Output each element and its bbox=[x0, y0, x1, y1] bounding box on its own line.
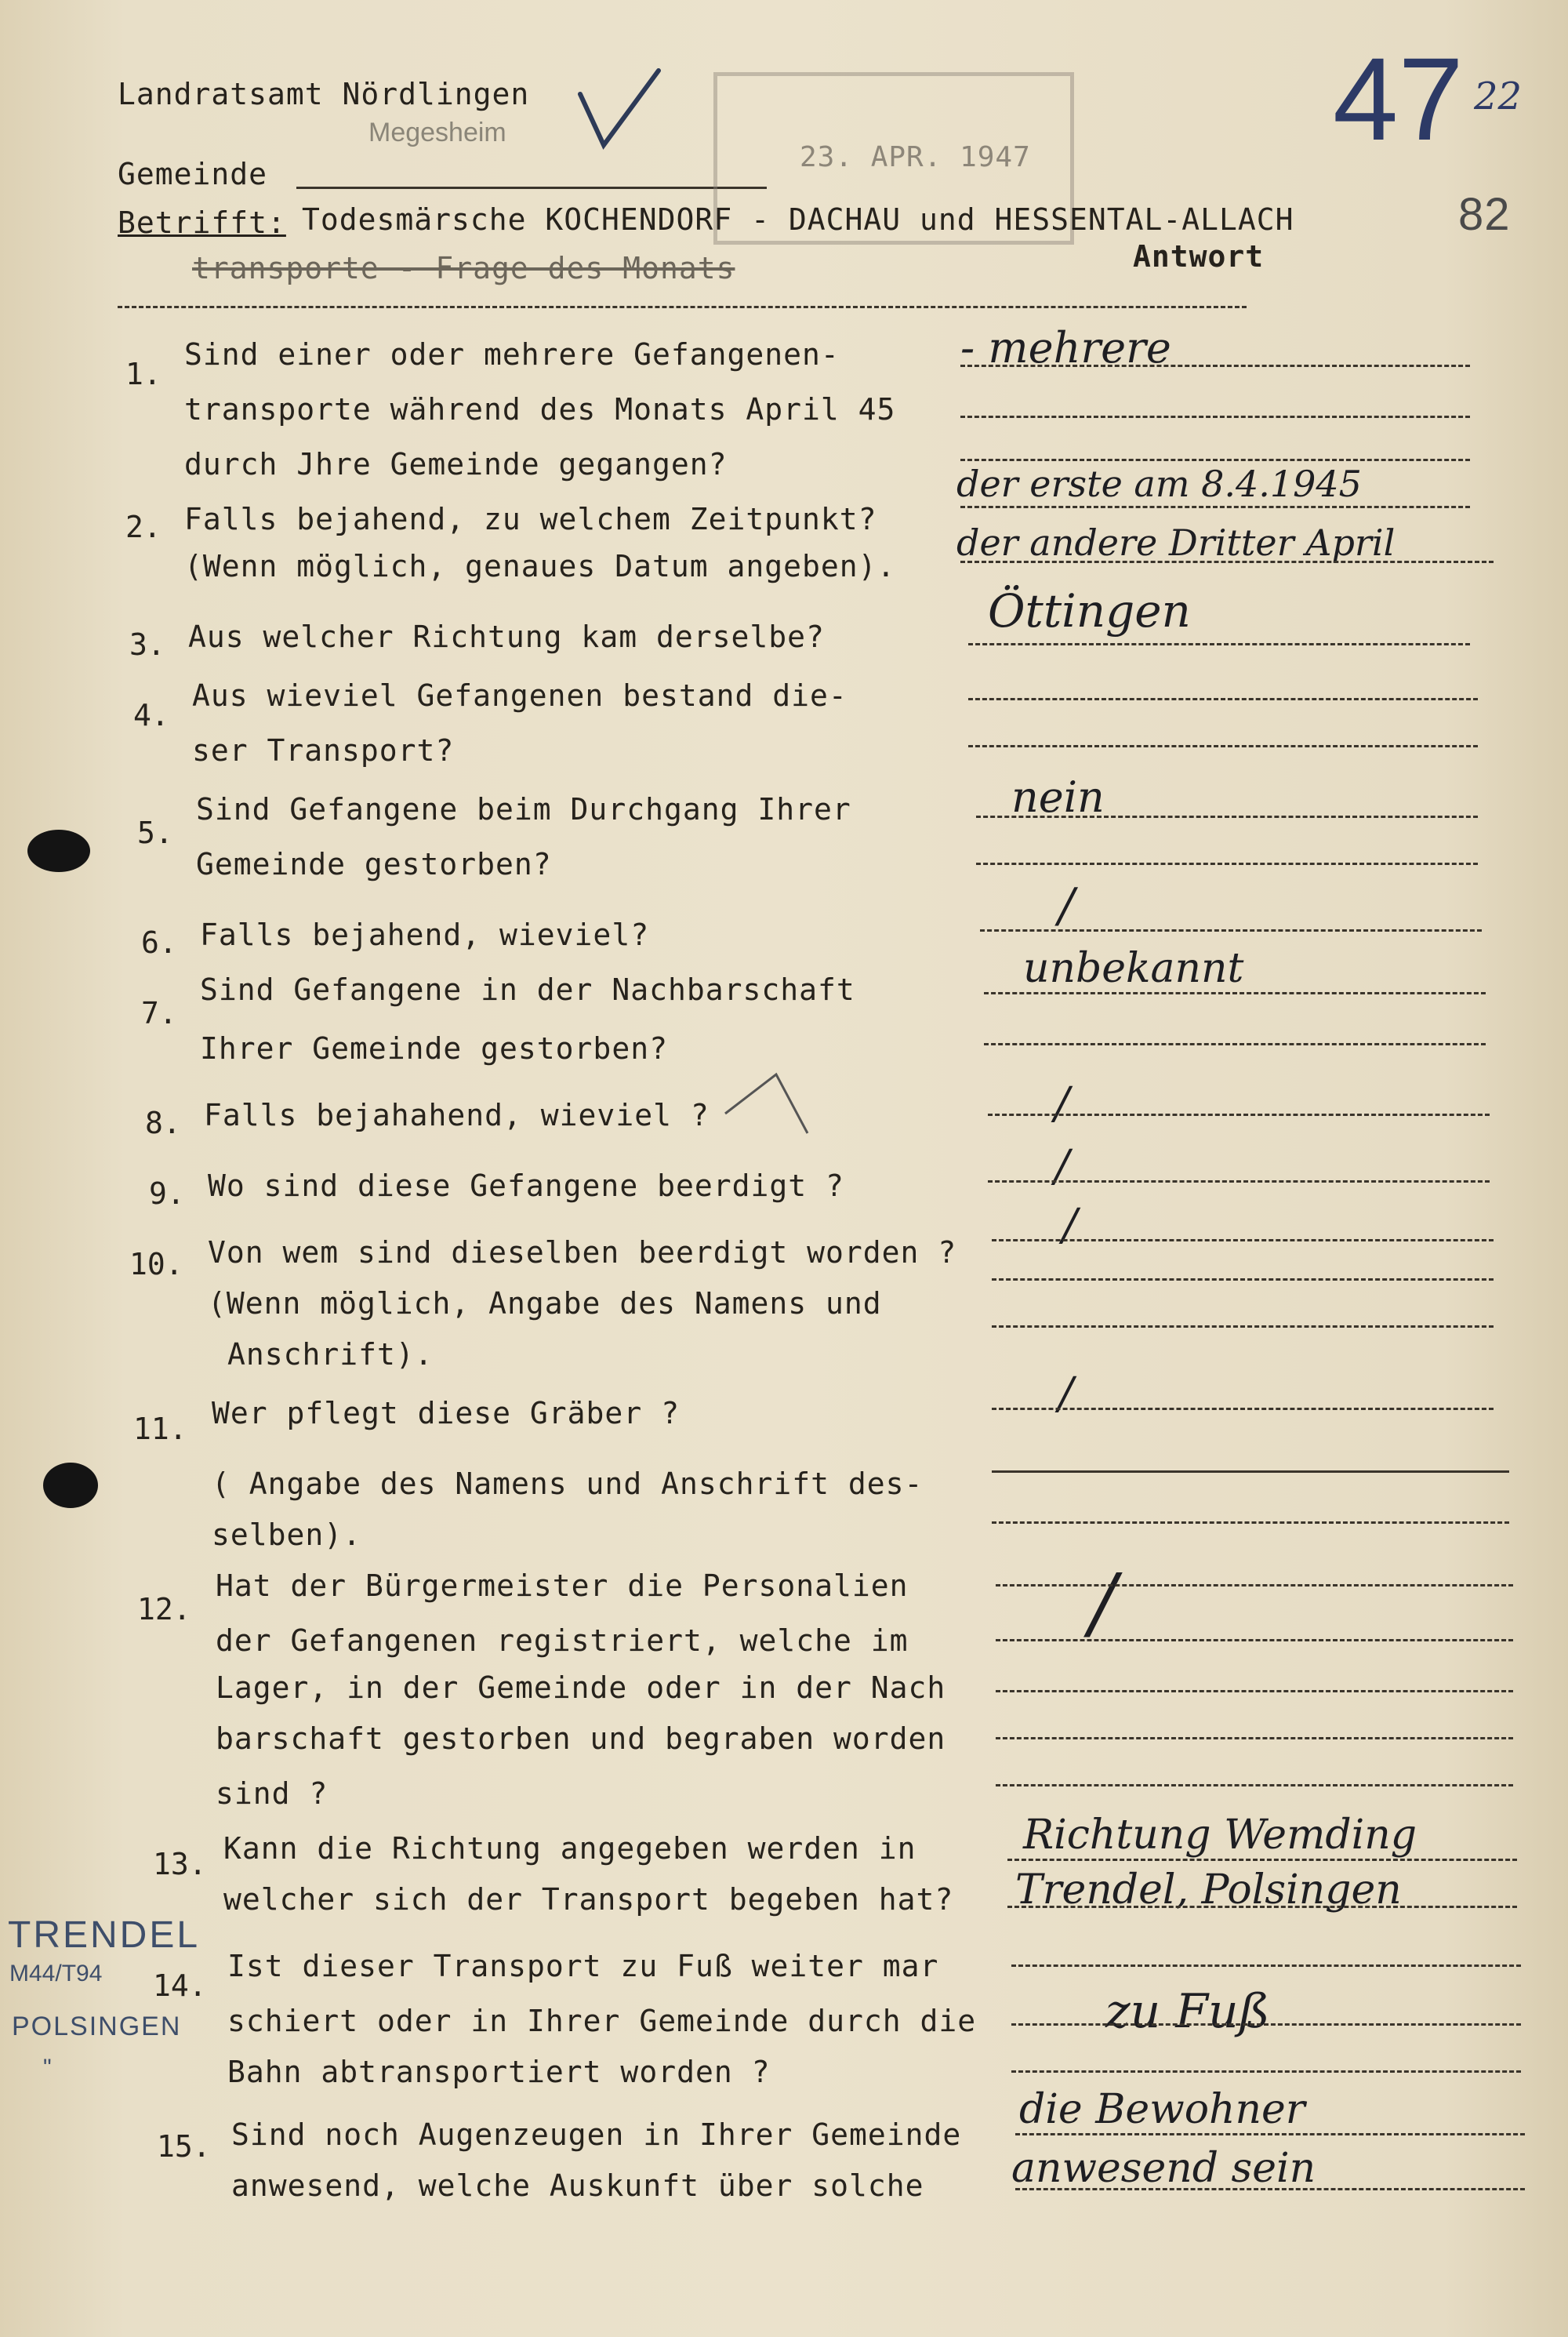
margin-note-line: TRENDEL bbox=[8, 1914, 201, 1956]
answer-line bbox=[976, 863, 1478, 865]
answer-line bbox=[960, 459, 1470, 461]
gemeinde-stamp-value: Megesheim bbox=[368, 118, 506, 147]
question-text-line: (Wenn möglich, genaues Datum angeben). bbox=[184, 549, 896, 583]
page-number-handwritten: 47 bbox=[1333, 33, 1464, 165]
question-text-line: Falls bejahahend, wieviel ? bbox=[204, 1098, 710, 1132]
question-text-line: welcher sich der Transport begeben hat? bbox=[223, 1882, 954, 1917]
answer-handwritten: / bbox=[1062, 1200, 1077, 1251]
question-number: 14. bbox=[153, 1968, 207, 2003]
answer-line bbox=[996, 1639, 1513, 1641]
answer-handwritten: unbekannt bbox=[1023, 945, 1244, 992]
question-number: 3. bbox=[129, 627, 165, 662]
question-number: 8. bbox=[145, 1106, 181, 1140]
question-text-line: anwesend, welche Auskunft über solche bbox=[231, 2168, 924, 2203]
question-text-line: Aus wieviel Gefangenen bestand die- bbox=[192, 678, 848, 713]
answer-line bbox=[960, 561, 1494, 563]
punch-hole bbox=[27, 830, 90, 872]
answer-line bbox=[1011, 1964, 1521, 1967]
answer-line bbox=[992, 1239, 1494, 1241]
question-text-line: sind ? bbox=[216, 1776, 328, 1811]
gemeinde-label: Gemeinde bbox=[118, 157, 268, 191]
question-text-line: Sind noch Augenzeugen in Ihrer Gemeinde bbox=[231, 2117, 962, 2152]
question-text-line: Lager, in der Gemeinde oder in der Nach bbox=[216, 1670, 946, 1705]
question-text-line: ( Angabe des Namens und Anschrift des- bbox=[212, 1467, 924, 1501]
margin-note-line: " bbox=[43, 2055, 52, 2081]
question-text-line: Ihrer Gemeinde gestorben? bbox=[200, 1031, 668, 1066]
answer-handwritten: die Bewohner bbox=[1019, 2086, 1305, 2133]
question-number: 12. bbox=[137, 1592, 191, 1626]
question-text-line: Falls bejahend, zu welchem Zeitpunkt? bbox=[184, 502, 877, 536]
answer-line bbox=[992, 1470, 1509, 1473]
answer-line bbox=[984, 992, 1486, 994]
page-number-stamped: 82 bbox=[1458, 189, 1511, 240]
answer-handwritten: zu Fuß bbox=[1105, 1984, 1270, 2039]
answer-line bbox=[968, 643, 1470, 645]
question-text-line: Kann die Richtung angegeben werden in bbox=[223, 1831, 916, 1866]
question-number: 13. bbox=[153, 1847, 207, 1881]
answer-line bbox=[992, 1278, 1494, 1281]
question-text-line: ser Transport? bbox=[192, 733, 455, 768]
answer-handwritten: nein bbox=[1011, 772, 1105, 822]
answer-line bbox=[992, 1325, 1494, 1328]
answer-handwritten: Richtung Wemding bbox=[1023, 1812, 1417, 1859]
question-text-line: Bahn abtransportiert worden ? bbox=[227, 2055, 771, 2089]
gemeinde-underline bbox=[296, 187, 767, 189]
pencil-check-icon bbox=[721, 1067, 815, 1145]
answer-line bbox=[996, 1690, 1513, 1692]
answer-handwritten: der andere Dritter April bbox=[956, 522, 1396, 564]
answer-handwritten: anwesend sein bbox=[1011, 2145, 1316, 2192]
question-text-line: (Wenn möglich, Angabe des Namens und bbox=[208, 1286, 882, 1321]
answer-handwritten: der erste am 8.4.1945 bbox=[956, 463, 1362, 505]
question-text-line: barschaft gestorben und begraben worden bbox=[216, 1721, 946, 1756]
answer-line bbox=[1015, 2133, 1525, 2135]
betrifft-subline: transporte - Frage des Monats bbox=[192, 251, 735, 285]
answer-line bbox=[960, 365, 1470, 367]
answer-line bbox=[996, 1784, 1513, 1786]
answer-line bbox=[1015, 2188, 1525, 2190]
answer-line bbox=[968, 745, 1478, 747]
question-number: 1. bbox=[125, 357, 162, 391]
question-text-line: Sind Gefangene in der Nachbarschaft bbox=[200, 972, 855, 1007]
answer-line bbox=[960, 416, 1470, 418]
question-text-line: Ist dieser Transport zu Fuß weiter mar bbox=[227, 1949, 939, 1983]
answer-handwritten: / bbox=[1058, 1368, 1073, 1419]
question-text-line: der Gefangenen registriert, welche im bbox=[216, 1623, 909, 1658]
question-text-line: Wer pflegt diese Gräber ? bbox=[212, 1396, 680, 1430]
answer-line bbox=[1007, 1906, 1517, 1908]
question-number: 6. bbox=[141, 925, 177, 960]
answer-line bbox=[960, 506, 1470, 508]
check-mark-icon bbox=[572, 63, 666, 157]
answer-line bbox=[992, 1408, 1494, 1410]
answer-line bbox=[988, 1180, 1490, 1183]
question-number: 10. bbox=[129, 1247, 183, 1281]
page-superscript: 22 bbox=[1474, 75, 1523, 118]
question-text-line: Gemeinde gestorben? bbox=[196, 847, 552, 881]
question-number: 5. bbox=[137, 816, 173, 850]
margin-note-line: POLSINGEN bbox=[12, 2012, 182, 2041]
answer-handwritten: - mehrere bbox=[960, 323, 1171, 373]
question-text-line: Hat der Bürgermeister die Personalien bbox=[216, 1568, 909, 1603]
office-title: Landratsamt Nördlingen bbox=[118, 77, 530, 111]
question-number: 15. bbox=[157, 2129, 211, 2164]
answer-handwritten: / bbox=[1090, 1557, 1116, 1648]
answer-line bbox=[996, 1737, 1513, 1739]
question-text-line: durch Jhre Gemeinde gegangen? bbox=[184, 447, 728, 482]
answer-line bbox=[976, 816, 1478, 818]
question-text-line: Falls bejahend, wieviel? bbox=[200, 918, 650, 952]
question-number: 4. bbox=[133, 698, 169, 732]
answer-line bbox=[968, 698, 1478, 700]
betrifft-label: Betrifft: bbox=[118, 205, 286, 240]
question-text-line: Sind Gefangene beim Durchgang Ihrer bbox=[196, 792, 851, 827]
answer-handwritten: / bbox=[1058, 878, 1075, 933]
question-number: 11. bbox=[133, 1412, 187, 1446]
answer-line bbox=[988, 1114, 1490, 1116]
question-text-line: selben). bbox=[212, 1517, 362, 1552]
question-text-line: Wo sind diese Gefangene beerdigt ? bbox=[208, 1168, 844, 1203]
header-rule bbox=[118, 306, 1247, 308]
question-text-line: transporte während des Monats April 45 bbox=[184, 392, 896, 427]
answer-line bbox=[984, 1043, 1486, 1045]
punch-hole bbox=[43, 1463, 98, 1508]
answer-handwritten: / bbox=[1054, 1141, 1069, 1192]
question-number: 2. bbox=[125, 510, 162, 544]
stamp-date: 23. APR. 1947 bbox=[800, 141, 1031, 173]
answer-line bbox=[1007, 1859, 1517, 1861]
answer-handwritten: Trendel, Polsingen bbox=[1015, 1866, 1402, 1914]
antwort-label: Antwort bbox=[1133, 239, 1265, 274]
question-text-line: Anschrift). bbox=[227, 1337, 434, 1372]
question-text-line: Von wem sind dieselben beerdigt worden ? bbox=[208, 1235, 957, 1270]
answer-line bbox=[980, 929, 1482, 932]
answer-line bbox=[996, 1584, 1513, 1586]
answer-handwritten: Öttingen bbox=[988, 584, 1191, 638]
question-text-line: Sind einer oder mehrere Gefangenen- bbox=[184, 337, 840, 372]
margin-note-line: M44/T94 bbox=[9, 1961, 103, 1986]
question-text-line: schiert oder in Ihrer Gemeinde durch die bbox=[227, 2004, 977, 2038]
question-text-line: Aus welcher Richtung kam derselbe? bbox=[188, 620, 825, 654]
question-number: 9. bbox=[149, 1176, 185, 1211]
answer-handwritten: / bbox=[1054, 1078, 1069, 1129]
answer-line bbox=[1011, 2070, 1521, 2073]
betrifft-text: Todesmärsche KOCHENDORF - DACHAU und HESSENTAL-ALLACH bbox=[302, 202, 1294, 237]
answer-line bbox=[992, 1521, 1509, 1524]
question-number: 7. bbox=[141, 996, 177, 1030]
answer-line bbox=[1011, 2023, 1521, 2026]
